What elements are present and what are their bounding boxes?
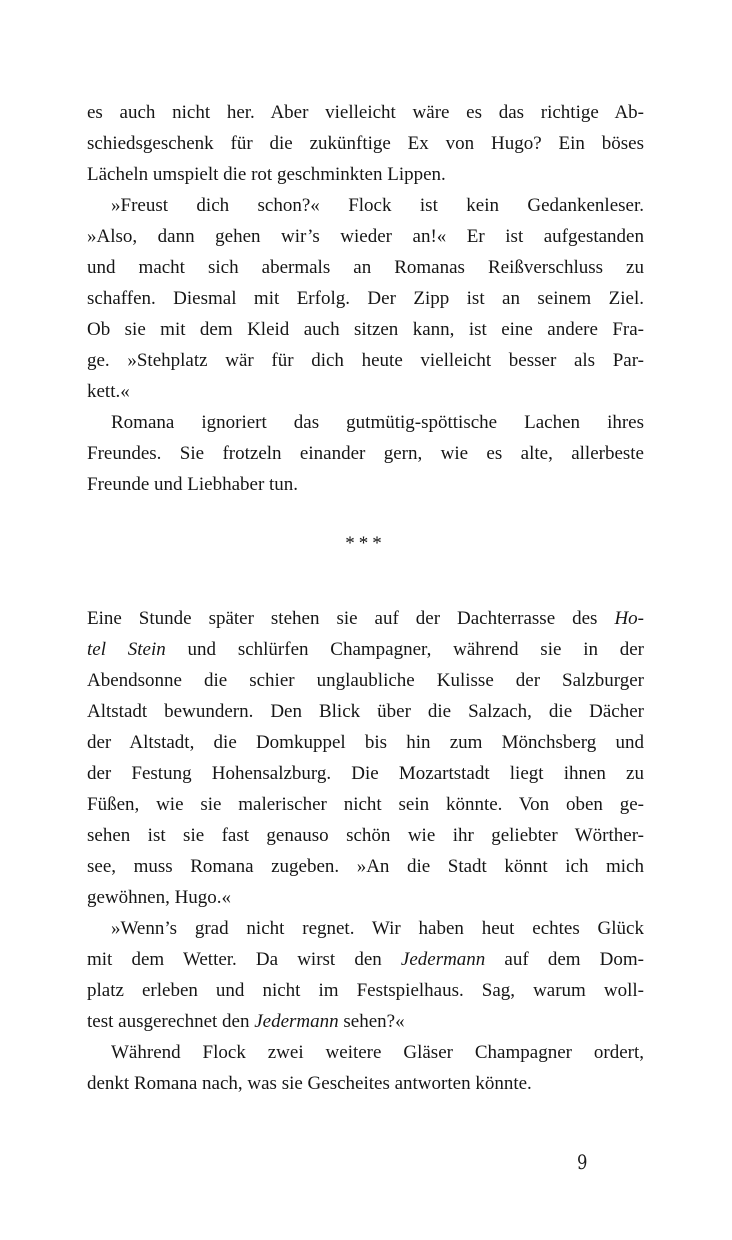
text-line: »Wenn’s grad nicht regnet. Wir haben heut echtes Glück [111, 918, 644, 939]
text-line: see, muss Romana zugeben. »An die Stadt könnt ich mich [87, 856, 644, 877]
text-line: es auch nicht her. Aber vielleicht wäre es das richtige Ab- [87, 102, 644, 123]
text-line: Freunde und Liebhaber tun. [87, 474, 299, 495]
text-line: gewöhnen, Hugo.« [87, 887, 232, 908]
text-line: Füßen, wie sie malerischer nicht sein könnte. Von oben ge- [87, 794, 644, 815]
paragraph [87, 603, 644, 913]
text-line: Ob sie mit dem Kleid auch sitzen kann, ist eine andere Fra- [87, 319, 644, 340]
text-line: Altstadt bewundern. Den Blick über die Salzach, die Dächer [87, 701, 644, 722]
text-line: mit dem Wetter. Da wirst den Jedermann auf dem Dom- [87, 949, 644, 970]
text-line: und macht sich abermals an Romanas Reißverschluss zu [87, 257, 644, 278]
page-text [87, 97, 644, 1099]
paragraph [87, 913, 644, 1037]
section-separator: *** [345, 533, 386, 554]
text-line: der Altstadt, die Domkuppel bis hin zum Mönchsberg und [87, 732, 644, 753]
text-line: Lächeln umspielt die rot geschminkten Lippen. [87, 164, 446, 185]
text-line: schaffen. Diesmal mit Erfolg. Der Zipp ist an seinem Ziel. [87, 288, 644, 309]
text-line: kett.« [87, 381, 130, 402]
page-number: 9 [577, 1150, 588, 1174]
text-line: sehen ist sie fast genauso schön wie ihr geliebter Wörther- [87, 825, 644, 846]
text-line: »Freust dich schon?« Flock ist kein Gedankenleser. [111, 195, 644, 216]
text-line: Während Flock zwei weitere Gläser Champagner ordert, [111, 1042, 644, 1063]
text-line: Eine Stunde später stehen sie auf der Dachterrasse des Ho- [87, 608, 644, 629]
text-line: »Also, dann gehen wir’s wieder an!« Er ist aufgestanden [87, 226, 644, 247]
text-line: Romana ignoriert das gutmütig-spöttische Lachen ihres [111, 412, 644, 433]
paragraph [87, 97, 644, 190]
text-line: der Festung Hohensalzburg. Die Mozartstadt liegt ihnen zu [87, 763, 644, 784]
text-line: ge. »Stehplatz wär für dich heute vielleicht besser als Par- [87, 350, 644, 371]
text-line: schiedsgeschenk für die zukünftige Ex von Hugo? Ein böses [87, 133, 644, 154]
paragraph [87, 1037, 644, 1099]
text-line: tel Stein und schlürfen Champagner, während sie in der [87, 639, 644, 660]
text-line: Freundes. Sie frotzeln einander gern, wie es alte, allerbeste [87, 443, 644, 464]
text-line: test ausgerechnet den Jedermann sehen?« [87, 1011, 405, 1032]
text-line: platz erleben und nicht im Festspielhaus. Sag, warum woll- [87, 980, 644, 1001]
text-line: denkt Romana nach, was sie Gescheites antworten könnte. [87, 1073, 532, 1094]
text-line: Abendsonne die schier unglaubliche Kulisse der Salzburger [87, 670, 644, 691]
paragraph [87, 190, 644, 407]
paragraph [87, 407, 644, 500]
